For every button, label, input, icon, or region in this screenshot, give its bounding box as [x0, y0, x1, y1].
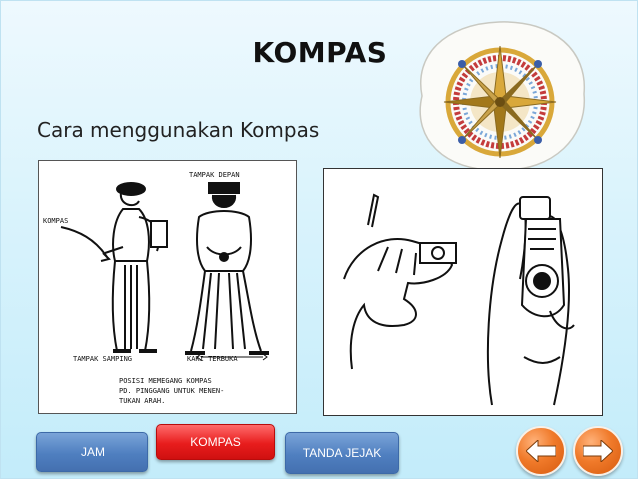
- caption-line-2: PD. PINGGANG UNTUK MENEN-: [119, 387, 225, 395]
- label-kaki-terbuka: KAKI TERBUKA: [187, 355, 238, 363]
- tab-tanda-jejak[interactable]: TANDA JEJAK: [285, 432, 399, 474]
- label-kompas: KOMPAS: [43, 217, 69, 225]
- caption-line-3: TUKAN ARAH.: [119, 397, 166, 405]
- hands-holding-compass-illustration: [323, 168, 603, 416]
- slide-subtitle: Cara menggunakan Kompas: [37, 118, 320, 142]
- previous-button[interactable]: [516, 426, 566, 476]
- label-tampak-samping: TAMPAK SAMPING: [73, 355, 133, 363]
- tab-kompas[interactable]: KOMPAS: [156, 424, 275, 460]
- caption-line-1: POSISI MEMEGANG KOMPAS: [119, 377, 212, 385]
- compass-emblem: [404, 16, 594, 176]
- tab-jam[interactable]: JAM: [36, 432, 148, 472]
- compass-posture-illustration: [38, 160, 297, 414]
- next-button[interactable]: [573, 426, 623, 476]
- arrow-left-icon: [526, 440, 556, 462]
- label-tampak-depan: TAMPAK DEPAN: [189, 171, 240, 179]
- slide-title: KOMPAS: [252, 36, 388, 69]
- arrow-right-icon: [583, 440, 613, 462]
